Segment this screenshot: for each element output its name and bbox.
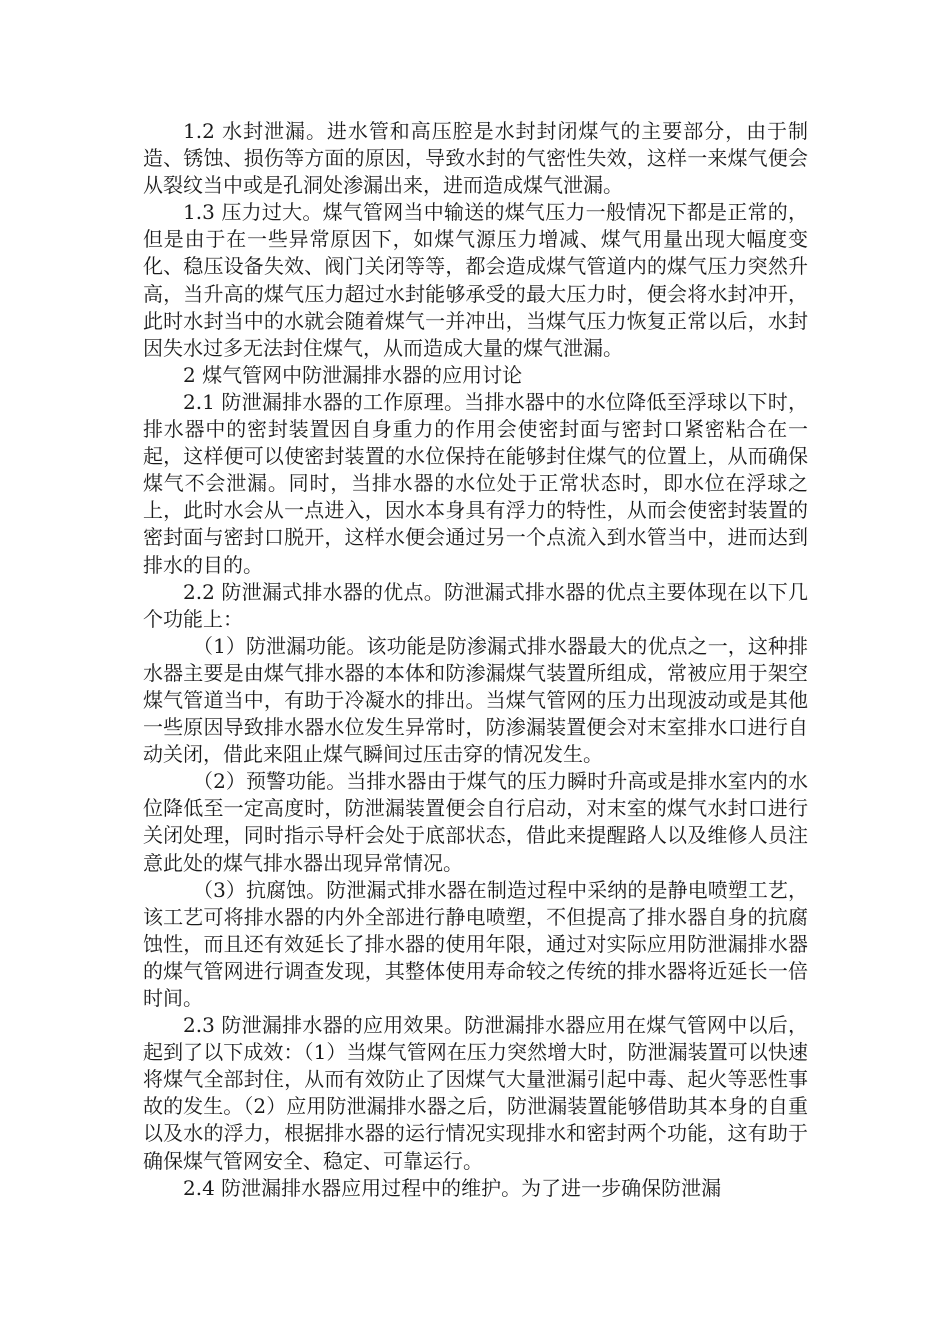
list-item-leak-prevention: （1）防泄漏功能。该功能是防渗漏式排水器最大的优点之一，这种排水器主要是由煤气排水器的本体和防渗漏煤气装置所组成，常被应用于架空煤气管道当中，有助于冷凝水的排出。当煤气管网的压力出现波动或是其他一些原因导致排水器水位发生异常时，防渗漏装置便会对末室排水口进行自动关闭，借此来阻止煤气瞬间过压击穿的情况发生。 [143, 633, 808, 767]
paragraph-water-seal-leak: 1.2 水封泄漏。进水管和高压腔是水封封闭煤气的主要部分，由于制造、锈蚀、损伤等方面的原因，导致水封的气密性失效，这样一来煤气便会从裂纹当中或是孔洞处渗漏出来，进而造成煤气泄漏。 [143, 119, 808, 198]
paragraph-working-principle: 2.1 防泄漏排水器的工作原理。当排水器中的水位降低至浮球以下时，排水器中的密封装置因自身重力的作用会使密封面与密封口紧密粘合在一起，这样便可以使密封装置的水位保持在能够封住煤气的位置上，从而确保煤气不会泄漏。同时，当排水器的水位处于正常状态时，即水位在浮球之上，此时水会从一点进入，因水本身具有浮力的特性，从而会使密封装置的密封面与密封口脱开，这样水便会通过另一个点流入到水管当中，进而达到排水的目的。 [143, 389, 808, 577]
list-item-early-warning: （2）预警功能。当排水器由于煤气的压力瞬时升高或是排水室内的水位降低至一定高度时，防泄漏装置便会自行启动，对末室的煤气水封口进行关闭处理，同时指示导杆会处于底部状态，借此来提醒路人以及维修人员注意此处的煤气排水器出现异常情况。 [143, 769, 808, 875]
paragraph-application-effect: 2.3 防泄漏排水器的应用效果。防泄漏排水器应用在煤气管网中以后，起到了以下成效：（1）当煤气管网在压力突然增大时，防泄漏装置可以快速将煤气全部封住，从而有效防止了因煤气大量泄漏引起中毒、起火等恶性事故的发生。（2）应用防泄漏排水器之后，防泄漏装置能够借助其本身的自重以及水的浮力，根据排水器的运行情况实现排水和密封两个功能，这有助于确保煤气管网安全、稳定、可靠运行。 [143, 1013, 808, 1173]
list-item-corrosion-resistance: （3）抗腐蚀。防泄漏式排水器在制造过程中采纳的是静电喷塑工艺，该工艺可将排水器的内外全部进行静电喷塑，不但提高了排水器自身的抗腐蚀性，而且还有效延长了排水器的使用年限，通过对实际应用防泄漏排水器的煤气管网进行调查发现，其整体使用寿命较之传统的排水器将近延长一倍时间。 [143, 877, 808, 1010]
paragraph-excess-pressure: 1.3 压力过大。煤气管网当中输送的煤气压力一般情况下都是正常的，但是由于在一些异常原因下，如煤气源压力增减、煤气用量出现大幅度变化、稳压设备失效、阀门关闭等等，都会造成煤气管道内的煤气压力突然升高，当升高的煤气压力超过水封能够承受的最大压力时，便会将水封冲开，此时水封当中的水就会随着煤气一并冲出，当煤气压力恢复正常以后，水封因失水过多无法封住煤气，从而造成大量的煤气泄漏。 [143, 200, 808, 360]
paragraph-maintenance: 2.4 防泄漏排水器应用过程中的维护。为了进一步确保防泄漏 [183, 1175, 722, 1200]
section-heading-application: 2 煤气管网中防泄漏排水器的应用讨论 [183, 362, 523, 387]
paragraph-advantages-intro: 2.2 防泄漏式排水器的优点。防泄漏式排水器的优点主要体现在以下几个功能上： [143, 579, 808, 631]
document-body [143, 118, 808, 1202]
